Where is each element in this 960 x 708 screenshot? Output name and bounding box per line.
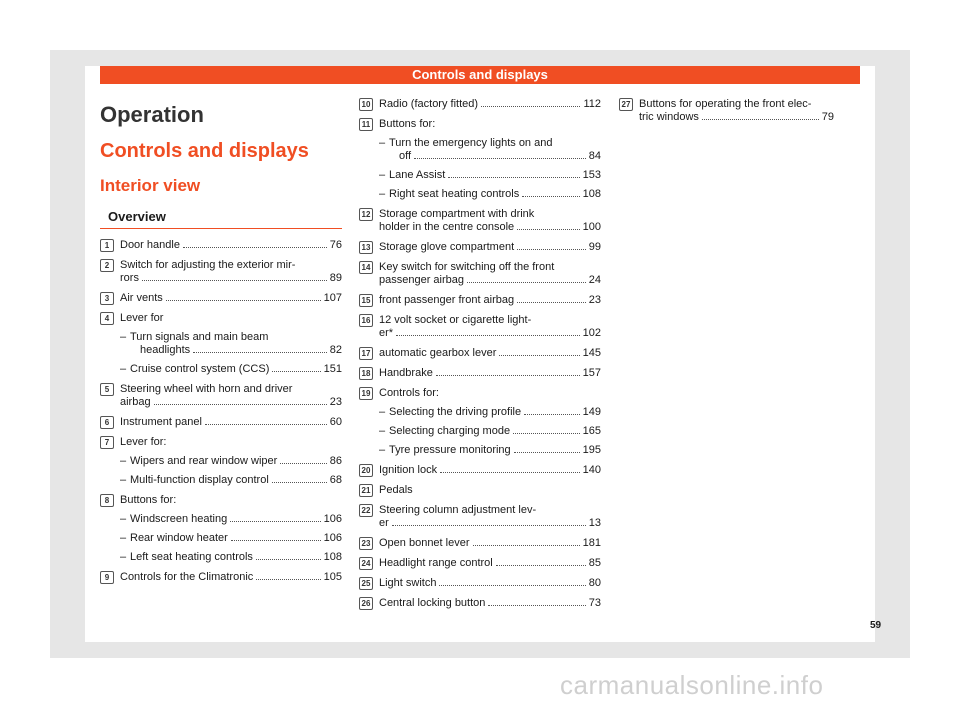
entry-text: Key switch for switching off the front [379, 261, 555, 273]
callout-number: 11 [359, 118, 373, 131]
entry-line [379, 537, 601, 550]
entry-text: Headlight range control [379, 557, 493, 569]
legend-item [100, 436, 342, 487]
legend-item [359, 557, 601, 570]
sub-entry-text: Rear window heater [130, 532, 228, 544]
legend-list-3 [619, 98, 834, 124]
dash-bullet: – [379, 169, 386, 181]
dash-bullet: – [379, 188, 386, 200]
dot-leader [396, 335, 580, 336]
callout-number: 16 [359, 314, 373, 327]
entry-line [389, 150, 601, 163]
column-left [100, 98, 342, 591]
entry-line [379, 367, 601, 380]
callout-number: 22 [359, 504, 373, 517]
entry-line [130, 455, 342, 468]
sub-entry-text: Wipers and rear window wiper [130, 455, 278, 467]
legend-item [359, 577, 601, 590]
legend-item-body [359, 347, 601, 360]
legend-item-body [100, 259, 342, 285]
dash-bullet: – [120, 474, 127, 486]
dash-bullet: – [379, 444, 386, 456]
legend-item-body [619, 98, 834, 124]
legend-item [100, 312, 342, 376]
entry-line [379, 274, 601, 287]
sub-entry-text: Turn signals and main beam [130, 331, 269, 343]
entry-line [379, 347, 601, 360]
dot-leader [231, 540, 321, 541]
callout-number: 3 [100, 292, 114, 305]
dot-leader [517, 249, 586, 250]
callout-number: 9 [100, 571, 114, 584]
dot-leader [481, 106, 580, 107]
legend-item [100, 494, 342, 564]
sub-entry-text: Lane Assist [389, 169, 446, 181]
dot-leader [230, 521, 320, 522]
legend-item-body [100, 494, 342, 564]
entry-line [120, 396, 342, 409]
dot-leader [142, 280, 327, 281]
dot-leader [166, 300, 321, 301]
column-middle [359, 98, 601, 617]
dot-leader [256, 579, 320, 580]
sub-entry-text-cont: headlights [140, 344, 191, 356]
page-number: 59 [870, 620, 882, 631]
callout-number: 15 [359, 294, 373, 307]
heading-operation: Operation [100, 102, 204, 127]
callout-number: 27 [619, 98, 633, 111]
page-ref: 79 [821, 111, 834, 123]
callout-number: 18 [359, 367, 373, 380]
page-ref: 151 [323, 363, 342, 375]
entry-line [130, 513, 342, 526]
legend-item [359, 314, 601, 340]
callout-number: 13 [359, 241, 373, 254]
entry-line [379, 327, 601, 340]
legend-item [359, 261, 601, 287]
entry-text: Handbrake [379, 367, 433, 379]
entry-text-cont: holder in the centre console [379, 221, 515, 233]
page-ref: 80 [588, 577, 601, 589]
page-ref: 99 [588, 241, 601, 253]
dot-leader [524, 414, 580, 415]
column-right [619, 98, 834, 131]
entry-line [379, 241, 601, 254]
sub-entry-body [389, 169, 601, 182]
page-ref: 149 [582, 406, 601, 418]
entry-line [379, 98, 601, 111]
legend-item [100, 571, 342, 584]
entry-text: Open bonnet lever [379, 537, 470, 549]
entry-line [389, 444, 601, 457]
page-ref: 145 [582, 347, 601, 359]
sub-entry-text: Multi-function display control [130, 474, 269, 486]
page-ref: 165 [582, 425, 601, 437]
dot-leader [488, 605, 585, 606]
legend-item-body [359, 577, 601, 590]
page-ref: 112 [583, 98, 601, 110]
dot-leader [183, 247, 327, 248]
dot-leader [272, 482, 327, 483]
legend-item-body [359, 504, 601, 530]
entry-text: Instrument panel [120, 416, 202, 428]
sub-entry-text: Turn the emergency lights on and [389, 137, 553, 149]
page-ref: 23 [329, 396, 342, 408]
dot-leader [448, 177, 579, 178]
sub-entry-body [130, 532, 342, 545]
page-ref: 73 [588, 597, 601, 609]
heading-interior-view: Interior view [100, 176, 201, 195]
heading-overview: Overview [100, 206, 342, 229]
sub-entry-body [130, 474, 342, 487]
dot-leader [702, 119, 819, 120]
sub-entry-body [389, 444, 601, 457]
sub-entry [120, 331, 342, 357]
callout-number: 6 [100, 416, 114, 429]
dot-leader [272, 371, 320, 372]
legend-item-body [100, 383, 342, 409]
page-ref: 195 [582, 444, 601, 456]
dot-leader [205, 424, 327, 425]
legend-list-2 [359, 98, 601, 610]
page-ref: 153 [582, 169, 601, 181]
legend-item-body [359, 537, 601, 550]
dash-bullet: – [379, 406, 386, 418]
legend-item-body [359, 241, 601, 254]
entry-line [379, 464, 601, 477]
sub-entry-text: Selecting charging mode [389, 425, 511, 437]
entry-line [379, 577, 601, 590]
page-ref: 13 [588, 517, 601, 529]
entry-line [639, 111, 834, 124]
sub-entry [379, 188, 601, 201]
entry-line [120, 292, 342, 305]
legend-item-body [100, 436, 342, 487]
entry-line [379, 517, 601, 530]
legend-item [100, 383, 342, 409]
callout-number: 24 [359, 557, 373, 570]
dash-bullet: – [379, 425, 386, 437]
legend-item [359, 208, 601, 234]
sub-entry [379, 169, 601, 182]
legend-item [359, 464, 601, 477]
entry-line [379, 597, 601, 610]
sub-entry [120, 513, 342, 526]
sub-entry [120, 363, 342, 376]
section-header-bar: Controls and displays [100, 66, 860, 84]
entry-text: Storage compartment with drink [379, 208, 535, 220]
legend-item [619, 98, 834, 124]
entry-text: Buttons for: [120, 494, 177, 506]
legend-item [359, 241, 601, 254]
entry-line [389, 406, 601, 419]
callout-number: 1 [100, 239, 114, 252]
entry-text: Door handle [120, 239, 180, 251]
dot-leader [440, 472, 580, 473]
dot-leader [499, 355, 579, 356]
entry-line [130, 344, 342, 357]
sub-entry [379, 137, 601, 163]
dot-leader [414, 158, 586, 159]
legend-item [359, 597, 601, 610]
dot-leader [522, 196, 579, 197]
legend-item-body [100, 416, 342, 429]
dot-leader [439, 585, 585, 586]
dot-leader [517, 229, 579, 230]
entry-text-cont: tric windows [639, 111, 699, 123]
dash-bullet: – [379, 137, 386, 149]
entry-text: Buttons for operating the front elec- [639, 98, 812, 110]
entry-line [120, 416, 342, 429]
entry-line [389, 169, 601, 182]
page-ref: 105 [323, 571, 342, 583]
page-ref: 157 [582, 367, 601, 379]
dot-leader [517, 302, 586, 303]
legend-item-body [100, 292, 342, 305]
legend-item-body [359, 208, 601, 234]
entry-text: 12 volt socket or cigarette light- [379, 314, 532, 326]
callout-number: 4 [100, 312, 114, 325]
callout-number: 25 [359, 577, 373, 590]
entry-text: Light switch [379, 577, 437, 589]
sub-entry [379, 444, 601, 457]
sub-entry-text: Selecting the driving profile [389, 406, 522, 418]
page-ref: 84 [588, 150, 601, 162]
entry-text: Air vents [120, 292, 163, 304]
legend-list-1 [100, 239, 342, 584]
entry-text: front passenger front airbag [379, 294, 515, 306]
entry-text-cont: passenger airbag [379, 274, 465, 286]
dot-leader [256, 559, 321, 560]
page-ref: 68 [329, 474, 342, 486]
dash-bullet: – [120, 331, 127, 343]
entry-line [120, 571, 342, 584]
page-ref: 140 [582, 464, 601, 476]
entry-line [379, 557, 601, 570]
sub-entry [120, 532, 342, 545]
page-ref: 106 [323, 513, 342, 525]
watermark-text: carmanualsonline.info [560, 670, 824, 700]
dot-leader [473, 545, 580, 546]
entry-line [120, 272, 342, 285]
legend-item-body [359, 387, 601, 457]
callout-number: 19 [359, 387, 373, 400]
legend-item-body [359, 98, 601, 111]
entry-text: Storage glove compartment [379, 241, 515, 253]
callout-number: 26 [359, 597, 373, 610]
callout-number: 21 [359, 484, 373, 497]
sub-entry [379, 406, 601, 419]
page-ref: 107 [323, 292, 342, 304]
page-ref: 76 [329, 239, 342, 251]
legend-item-body [100, 571, 342, 584]
legend-item-body [359, 294, 601, 307]
entry-text-cont: er [379, 517, 389, 529]
callout-number: 2 [100, 259, 114, 272]
dot-leader [496, 565, 586, 566]
page-ref: 82 [329, 344, 342, 356]
page-ref: 102 [582, 327, 601, 339]
dot-leader [436, 375, 580, 376]
legend-item-body [359, 484, 601, 497]
page-ref: 100 [582, 221, 601, 233]
entry-line [389, 425, 601, 438]
page-ref: 60 [329, 416, 342, 428]
entry-line [379, 221, 601, 234]
entry-line [389, 188, 601, 201]
legend-item [359, 98, 601, 111]
dot-leader [513, 433, 580, 434]
legend-item [100, 292, 342, 305]
dot-leader [392, 525, 586, 526]
legend-item-body [100, 312, 342, 376]
entry-line [130, 474, 342, 487]
sub-entry-text: Right seat heating controls [389, 188, 520, 200]
legend-item [100, 259, 342, 285]
entry-text: Steering column adjustment lev- [379, 504, 537, 516]
legend-item [100, 239, 342, 252]
sub-entry-body [130, 331, 342, 357]
sub-entry-text: Tyre pressure monitoring [389, 444, 511, 456]
dash-bullet: – [120, 363, 127, 375]
heading-controls-and-displays: Controls and displays [100, 140, 309, 162]
page-ref: 106 [323, 532, 342, 544]
entry-text: Pedals [379, 484, 413, 496]
entry-text: Steering wheel with horn and driver [120, 383, 293, 395]
dash-bullet: – [120, 532, 127, 544]
sub-entry [379, 425, 601, 438]
entry-text: Switch for adjusting the exterior mir- [120, 259, 296, 271]
callout-number: 23 [359, 537, 373, 550]
sub-entry-text: Windscreen heating [130, 513, 228, 525]
entry-text: Buttons for: [379, 118, 436, 130]
page-ref: 85 [588, 557, 601, 569]
callout-number: 12 [359, 208, 373, 221]
legend-item-body [359, 464, 601, 477]
sub-entry-body [130, 551, 342, 564]
dot-leader [280, 463, 326, 464]
sub-entry-body [130, 513, 342, 526]
dash-bullet: – [120, 551, 127, 563]
legend-item [359, 118, 601, 201]
entry-text: Lever for: [120, 436, 167, 448]
entry-text: Controls for the Climatronic [120, 571, 254, 583]
legend-item-body [359, 261, 601, 287]
dash-bullet: – [120, 455, 127, 467]
entry-text-cont: rors [120, 272, 139, 284]
page-ref: 89 [329, 272, 342, 284]
entry-text: Ignition lock [379, 464, 438, 476]
page-ref: 108 [582, 188, 601, 200]
entry-line [120, 239, 342, 252]
legend-item-body [359, 557, 601, 570]
sub-entry-body [389, 137, 601, 163]
dot-leader [514, 452, 580, 453]
sub-entry [120, 551, 342, 564]
callout-number: 5 [100, 383, 114, 396]
entry-text: automatic gearbox lever [379, 347, 497, 359]
sub-entry-text: Cruise control system (CCS) [130, 363, 270, 375]
entry-text-cont: airbag [120, 396, 151, 408]
page-ref: 23 [588, 294, 601, 306]
callout-number: 17 [359, 347, 373, 360]
entry-line [379, 294, 601, 307]
dot-leader [193, 352, 327, 353]
callout-number: 8 [100, 494, 114, 507]
entry-line [130, 363, 342, 376]
entry-text-cont: er* [379, 327, 394, 339]
callout-number: 10 [359, 98, 373, 111]
entry-text: Central locking button [379, 597, 486, 609]
sub-entry-text-cont: off [399, 150, 412, 162]
sub-entry-body [130, 363, 342, 376]
page-ref: 86 [329, 455, 342, 467]
dot-leader [467, 282, 586, 283]
legend-item [359, 387, 601, 457]
legend-item [359, 347, 601, 360]
entry-text: Radio (factory fitted) [379, 98, 479, 110]
legend-item-body [359, 367, 601, 380]
callout-number: 14 [359, 261, 373, 274]
sub-entry-body [130, 455, 342, 468]
entry-line [130, 551, 342, 564]
legend-item [359, 537, 601, 550]
callout-number: 7 [100, 436, 114, 449]
legend-item [100, 416, 342, 429]
sub-entry [120, 455, 342, 468]
sub-entry-text: Left seat heating controls [130, 551, 253, 563]
legend-item-body [359, 118, 601, 201]
legend-item-body [359, 314, 601, 340]
legend-item [359, 367, 601, 380]
legend-item-body [359, 597, 601, 610]
page-ref: 24 [588, 274, 601, 286]
sub-entry-body [389, 188, 601, 201]
entry-line [130, 532, 342, 545]
legend-item [359, 504, 601, 530]
dash-bullet: – [120, 513, 127, 525]
dot-leader [154, 404, 327, 405]
callout-number: 20 [359, 464, 373, 477]
entry-text: Lever for [120, 312, 164, 324]
page-ref: 181 [582, 537, 601, 549]
legend-item-body [100, 239, 342, 252]
sub-entry-body [389, 425, 601, 438]
sub-entry [120, 474, 342, 487]
page-ref: 108 [323, 551, 342, 563]
legend-item [359, 484, 601, 497]
entry-text: Controls for: [379, 387, 439, 399]
sub-entry-body [389, 406, 601, 419]
legend-item [359, 294, 601, 307]
